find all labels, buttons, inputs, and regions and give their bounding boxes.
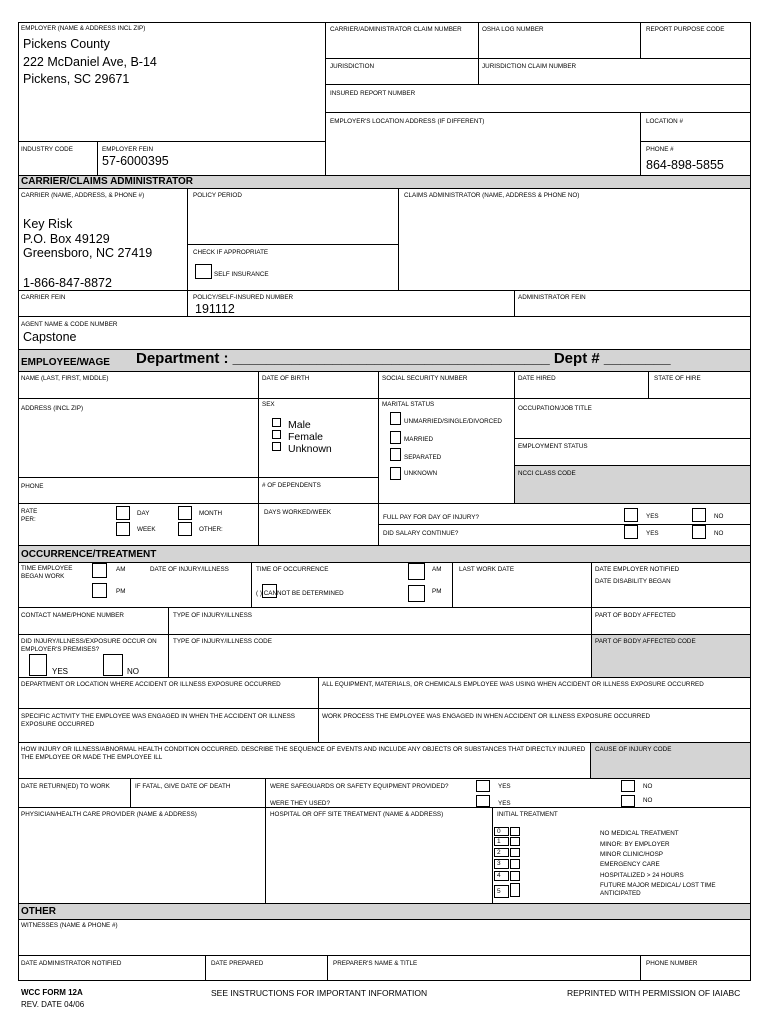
treatment-option-4: HOSPITALIZED > 24 HOURS [600,872,684,879]
osha-log-label: OSHA LOG NUMBER [482,26,544,33]
type-injury-code-label: TYPE OF INJURY/ILLNESS CODE [173,638,272,645]
employee-phone-label: PHONE [21,483,44,490]
full-pay-no-checkbox[interactable] [692,508,706,522]
dept-location-label: DEPARTMENT OR LOCATION WHERE ACCIDENT OR ILLNESS EXPOSURE OCCURRED [21,681,281,688]
premises-yes-label: YES [52,667,69,676]
preparer-label: PREPARER'S NAME & TITLE [333,960,418,967]
rate-per-label: RATE PER: [21,508,38,523]
part-body-label: PART OF BODY AFFECTED [595,612,676,619]
other-section-title: OTHER [21,906,56,917]
marital-unknown-checkbox[interactable] [390,467,401,480]
salary-yes-label: YES [646,530,659,537]
part-body-code-label: PART OF BODY AFFECTED CODE [595,638,696,645]
location-address-label: EMPLOYER'S LOCATION ADDRESS (IF DIFFERENT) [330,118,485,125]
full-pay-yes-label: YES [646,513,659,520]
safeguards-no-checkbox[interactable] [621,780,635,792]
treatment-code-4: 4 [494,871,509,881]
date-notified-label: DATE EMPLOYER NOTIFIED [595,566,680,573]
marital-unmarried-label: UNMARRIED/SINGLE/DIVORCED [404,418,502,425]
treatment-4-checkbox[interactable] [510,871,520,881]
address-label: ADDRESS (INCL ZIP) [21,405,84,412]
jurisdiction-claim-label: JURISDICTION CLAIM NUMBER [482,63,577,70]
date-hired-label: DATE HIRED [518,375,556,382]
rate-day-label: DAY [137,510,150,517]
treatment-3-checkbox[interactable] [510,859,520,869]
employment-status-label: EMPLOYMENT STATUS [518,443,588,450]
cause-code-label: CAUSE OF INJURY CODE [595,746,672,753]
ssn-label: SOCIAL SECURITY NUMBER [382,375,468,382]
rate-week-checkbox[interactable] [116,522,130,536]
agent-name[interactable]: Capstone [23,330,77,344]
treatment-code-0: 0 [494,827,509,836]
employer-name[interactable]: Pickens County [23,37,110,51]
form-number: WCC FORM 12A [21,988,83,997]
dob-label: DATE OF BIRTH [262,375,310,382]
used-label: WERE THEY USED? [270,800,330,807]
marital-married-checkbox[interactable] [390,431,401,444]
jurisdiction-label: JURISDICTION [330,63,375,70]
marital-married-label: MARRIED [404,436,434,443]
began-am-checkbox[interactable] [92,563,107,578]
phone-label: PHONE # [646,146,674,153]
ncci-label: NCCI CLASS CODE [518,470,576,477]
began-pm-checkbox[interactable] [92,583,107,598]
claims-admin-label: CLAIMS ADMINISTRATOR (NAME, ADDRESS & PHONE NO) [404,192,580,199]
treatment-5-checkbox[interactable] [510,883,520,897]
occurrence-pm-label: PM [432,588,442,595]
marital-unmarried-checkbox[interactable] [390,412,401,425]
policy-period-label: POLICY PERIOD [193,192,242,199]
witnesses-label: WITNESSES (NAME & PHONE #) [21,922,118,929]
days-worked-label: DAYS WORKED/WEEK [264,509,332,516]
date-disability-label: DATE DISABILITY BEGAN [595,578,671,585]
location-number-label: LOCATION # [646,118,683,125]
admin-notified-label: DATE ADMINISTRATOR NOTIFIED [21,960,122,967]
self-insurance-checkbox[interactable] [195,264,212,279]
used-yes-label: YES [498,800,511,807]
treatment-option-2: MINOR CLINIC/HOSP [600,851,663,858]
safeguards-yes-checkbox[interactable] [476,780,490,792]
employer-phone[interactable]: 864-898-5855 [646,158,724,172]
occurrence-am-checkbox[interactable] [408,563,425,580]
activity-label: SPECIFIC ACTIVITY THE EMPLOYEE WAS ENGAGED IN WHEN THE ACCIDENT OR ILLNESS EXPOSURE OCCURRED [21,713,295,728]
treatment-0-checkbox[interactable] [510,827,520,836]
employer-fein-label: EMPLOYER FEIN [102,146,154,153]
contact-label: CONTACT NAME/PHONE NUMBER [21,612,124,619]
salary-no-checkbox[interactable] [692,525,706,539]
carrier-name[interactable]: Key Risk [23,217,73,231]
policy-number[interactable]: 191112 [195,302,235,316]
occupation-label: OCCUPATION/JOB TITLE [518,405,592,412]
sex-female-checkbox[interactable] [272,430,281,439]
treatment-option-5: FUTURE MAJOR MEDICAL/ LOST TIME ANTICIPATED [600,882,716,897]
instructions-note: SEE INSTRUCTIONS FOR IMPORTANT INFORMATION [211,988,428,998]
treatment-code-column [492,827,522,899]
how-occurred-label: HOW INJURY OR ILLNESS/ABNORMAL HEALTH CONDITION OCCURRED. DESCRIBE THE SEQUENCE OF EVENTS AND INCLUDE ANY OBJECTS OR SUBSTANCES THAT DIRECTLY INJURED THE EMPLOYEE OR MADE THE EMPLOYEE ILL [21,746,586,761]
rate-other-checkbox[interactable] [178,522,192,536]
treatment-option-0: NO MEDICAL TREATMENT [600,830,679,837]
self-insurance-label: SELF INSURANCE [214,271,269,278]
sex-male-checkbox[interactable] [272,418,281,427]
state-hire-label: STATE OF HIRE [654,375,701,382]
marital-unknown-label: UNKNOWN [404,470,438,477]
premises-label: DID INJURY/ILLNESS/EXPOSURE OCCUR ON EMPLOYER'S PREMISES? [21,638,157,653]
premises-yes-checkbox[interactable] [29,654,47,676]
marital-separated-checkbox[interactable] [390,448,401,461]
employer-label: EMPLOYER (NAME & ADDRESS INCL ZIP) [21,25,146,32]
carrier-name-label: CARRIER (NAME, ADDRESS, & PHONE #) [21,192,145,199]
sex-male-label: Male [288,419,311,431]
rate-month-checkbox[interactable] [178,506,192,520]
carrier-address1[interactable]: P.O. Box 49129 [23,232,110,246]
treatment-code-3: 3 [494,859,509,869]
industry-code-label: INDUSTRY CODE [21,146,73,153]
treatment-code-2: 2 [494,848,509,857]
premises-no-checkbox[interactable] [103,654,123,676]
report-purpose-label: REPORT PURPOSE CODE [646,26,725,33]
employer-address1[interactable]: 222 McDaniel Ave, B-14 [23,55,157,69]
policy-number-label: POLICY/SELF-INSURED NUMBER [193,294,294,301]
equipment-label: ALL EQUIPMENT, MATERIALS, OR CHEMICALS EMPLOYEE WAS USING WHEN ACCIDENT OR ILLNESS EXPOSURE OCCURRED [322,681,704,688]
type-injury-label: TYPE OF INJURY/ILLNESS [173,612,252,619]
used-no-label: NO [643,797,653,804]
carrier-fein-label: CARRIER FEIN [21,294,66,301]
last-work-date-label: LAST WORK DATE [459,566,515,573]
occurrence-am-label: AM [432,566,442,573]
rate-day-checkbox[interactable] [116,506,130,520]
treatment-2-checkbox[interactable] [510,848,520,857]
treatment-option-1: MINOR: BY EMPLOYER [600,841,670,848]
sex-female-label: Female [288,431,324,443]
check-if-label: CHECK IF APPROPRIATE [193,249,269,256]
full-pay-yes-checkbox[interactable] [624,508,638,522]
premises-no-label: NO [127,667,139,676]
treatment-option-3: EMERGENCY CARE [600,861,660,868]
began-am-label: AM [116,566,126,573]
salary-no-label: NO [714,530,724,537]
occurrence-pm-checkbox[interactable] [408,585,425,602]
used-yes-checkbox[interactable] [476,795,490,807]
fatal-label: IF FATAL, GIVE DATE OF DEATH [135,783,231,790]
employee-section-title: EMPLOYEE/WAGE [21,357,110,368]
treatment-code-1: 1 [494,837,509,846]
rate-month-label: MONTH [199,510,223,517]
full-pay-no-label: NO [714,513,724,520]
used-no-checkbox[interactable] [621,795,635,807]
sex-label: SEX [262,401,275,408]
work-process-label: WORK PROCESS THE EMPLOYEE WAS ENGAGED IN WHEN ACCIDENT OR ILLNESS EXPOSURE OCCURRED [322,713,651,720]
physician-label: PHYSICIAN/HEALTH CARE PROVIDER (NAME & ADDRESS) [21,811,197,818]
treatment-code-5: 5 [494,885,509,898]
reprinted-note: REPRINTED WITH PERMISSION OF IAIABC [567,988,741,998]
carrier-claim-number-label: CARRIER/ADMINISTRATOR CLAIM NUMBER [330,26,462,33]
date-return-label: DATE RETURN(ED) TO WORK [21,783,110,790]
carrier-phone[interactable]: 1-866-847-8872 [23,276,112,290]
marital-separated-label: SEPARATED [404,454,442,461]
time-began-label: TIME EMPLOYEE BEGAN WORK [21,565,73,580]
agent-label: AGENT NAME & CODE NUMBER [21,321,118,328]
hospital-label: HOSPITAL OR OFF SITE TREATMENT (NAME & ADDRESS) [270,811,444,818]
date-prepared-label: DATE PREPARED [211,960,264,967]
other-phone-label: PHONE NUMBER [646,960,698,967]
full-pay-label: FULL PAY FOR DAY OF INJURY? [383,514,479,521]
occurrence-section-title: OCCURRENCE/TREATMENT [21,549,157,560]
sex-unknown-label: Unknown [288,443,332,455]
salary-continue-label: DID SALARY CONTINUE? [383,530,459,537]
time-occurrence-label: TIME OF OCCURRENCE [256,566,329,573]
carrier-address2[interactable]: Greensboro, NC 27419 [23,246,153,260]
employee-name-label: NAME (LAST, FIRST, MIDDLE) [21,375,109,382]
other-section-bar [18,903,751,919]
revision-date: REV. DATE 04/06 [21,1000,85,1009]
cannot-determine-label: ( ) CANNOT BE DETERMINED [256,590,344,597]
employer-fein[interactable]: 57-6000395 [102,154,169,168]
safeguards-yes-label: YES [498,783,511,790]
admin-fein-label: ADMINISTRATOR FEIN [518,294,586,301]
date-injury-label: DATE OF INJURY/ILLNESS [150,566,229,573]
initial-treatment-label: INITIAL TREATMENT [497,811,558,818]
began-pm-label: PM [116,588,126,595]
department-field[interactable]: Department : ______________________________________ Dept # ________ [136,350,671,367]
dependents-label: # OF DEPENDENTS [262,482,321,489]
employer-address2[interactable]: Pickens, SC 29671 [23,72,130,86]
insured-report-label: INSURED REPORT NUMBER [330,90,416,97]
rate-week-label: WEEK [137,526,156,533]
safeguards-no-label: NO [643,783,653,790]
carrier-section-title: CARRIER/CLAIMS ADMINISTRATOR [21,176,194,187]
sex-unknown-checkbox[interactable] [272,442,281,451]
safeguards-label: WERE SAFEGUARDS OR SAFETY EQUIPMENT PROVIDED? [270,783,449,790]
salary-yes-checkbox[interactable] [624,525,638,539]
treatment-1-checkbox[interactable] [510,837,520,846]
marital-label: MARITAL STATUS [382,401,435,408]
rate-other-label: OTHER: [199,526,223,533]
